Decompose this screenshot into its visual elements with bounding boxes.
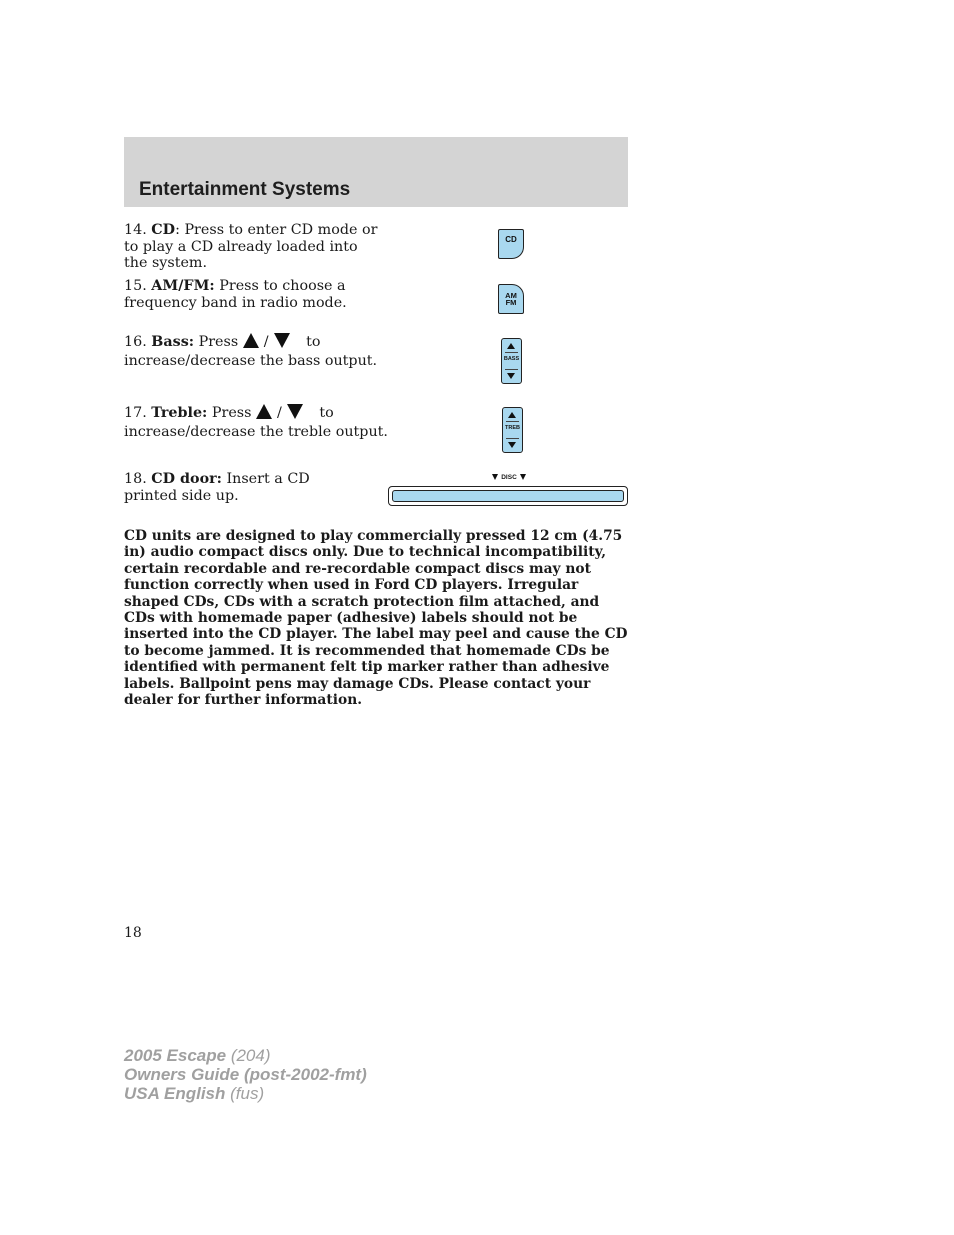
item-text: increase/decrease the treble output.	[124, 424, 388, 440]
item-text: Press	[207, 405, 252, 421]
item-cd	[124, 222, 379, 272]
down-arrow-icon	[274, 333, 290, 348]
footer-model-code: (204)	[226, 1046, 271, 1065]
bass-rocker-illustration	[501, 338, 522, 384]
item-text: Press to choose a frequency band in radio mode.	[124, 278, 347, 311]
item-number: 18.	[124, 471, 147, 487]
item-number: 15.	[124, 278, 147, 294]
disc-text: DISC	[501, 473, 517, 481]
section-header	[124, 137, 628, 207]
item-text: Insert a CD printed side up.	[124, 471, 310, 504]
footer-model: 2005 Escape	[124, 1046, 227, 1065]
disc-label	[489, 472, 529, 482]
down-arrow-icon	[520, 474, 526, 480]
item-label: CD door:	[151, 471, 222, 487]
am-label: AM	[505, 291, 517, 300]
treb-label: TREB	[505, 425, 520, 431]
amfm-button-illustration	[498, 284, 524, 314]
treble-rocker-illustration	[502, 407, 523, 453]
item-text: : Press to enter CD mode or to play a CD already loaded into the system.	[124, 222, 378, 271]
down-arrow-icon	[508, 442, 516, 448]
item-label: Treble:	[151, 405, 208, 421]
section-title: Entertainment Systems	[139, 179, 351, 200]
up-arrow-icon	[256, 404, 272, 419]
bass-label: BASS	[503, 356, 520, 362]
item-label: Bass:	[151, 334, 195, 350]
up-arrow-icon	[243, 333, 259, 348]
document-footer	[124, 1046, 367, 1103]
down-arrow-icon	[492, 474, 498, 480]
item-text: Press	[194, 334, 239, 350]
item-label: AM/FM:	[151, 278, 215, 294]
cd-door-slot-opening	[392, 490, 624, 502]
footer-language-code: (fus)	[225, 1084, 265, 1103]
item-label: CD	[151, 222, 176, 238]
cd-door-slot-illustration	[388, 486, 628, 506]
fm-label: FM	[505, 298, 517, 307]
item-text: increase/decrease the bass output.	[124, 353, 378, 369]
cd-button-label: CD	[505, 235, 517, 244]
item-amfm	[124, 278, 379, 311]
cd-button-illustration	[498, 229, 524, 259]
item-text: to	[319, 405, 334, 421]
item-number: 16.	[124, 334, 147, 350]
slash: /	[263, 334, 269, 350]
item-cd-door	[124, 471, 364, 504]
up-arrow-icon	[508, 412, 516, 418]
item-bass	[124, 333, 379, 371]
up-arrow-icon	[507, 343, 515, 349]
slash: /	[277, 405, 282, 421]
item-number: 14.	[124, 222, 147, 238]
item-text: to	[306, 334, 321, 350]
item-treble	[124, 404, 389, 442]
down-arrow-icon	[507, 373, 515, 379]
footer-guide: Owners Guide (post-2002-fmt)	[124, 1065, 367, 1084]
down-arrow-icon	[287, 404, 303, 419]
footer-language: USA English	[124, 1084, 226, 1103]
cd-warning-paragraph: CD units are designed to play commercially pressed 12 cm (4.75 in) audio compact discs only. Due to technical incompatibility, certain recordable and re-recordable compact discs may not function correctly when used in Ford CD players. Irregular shaped CDs, CDs with a scratch protection film attached, and CDs with homemade paper (adhesive) labels should not be inserted into the CD player. The label may peel and cause the CD to become jammed. It is recommended that homemade CDs be identified with permanent felt tip marker rather than adhesive labels. Ballpoint pens may damage CDs. Please contact your dealer for further information.	[124, 528, 628, 709]
item-number: 17.	[124, 405, 147, 421]
page-number: 18	[124, 925, 142, 941]
